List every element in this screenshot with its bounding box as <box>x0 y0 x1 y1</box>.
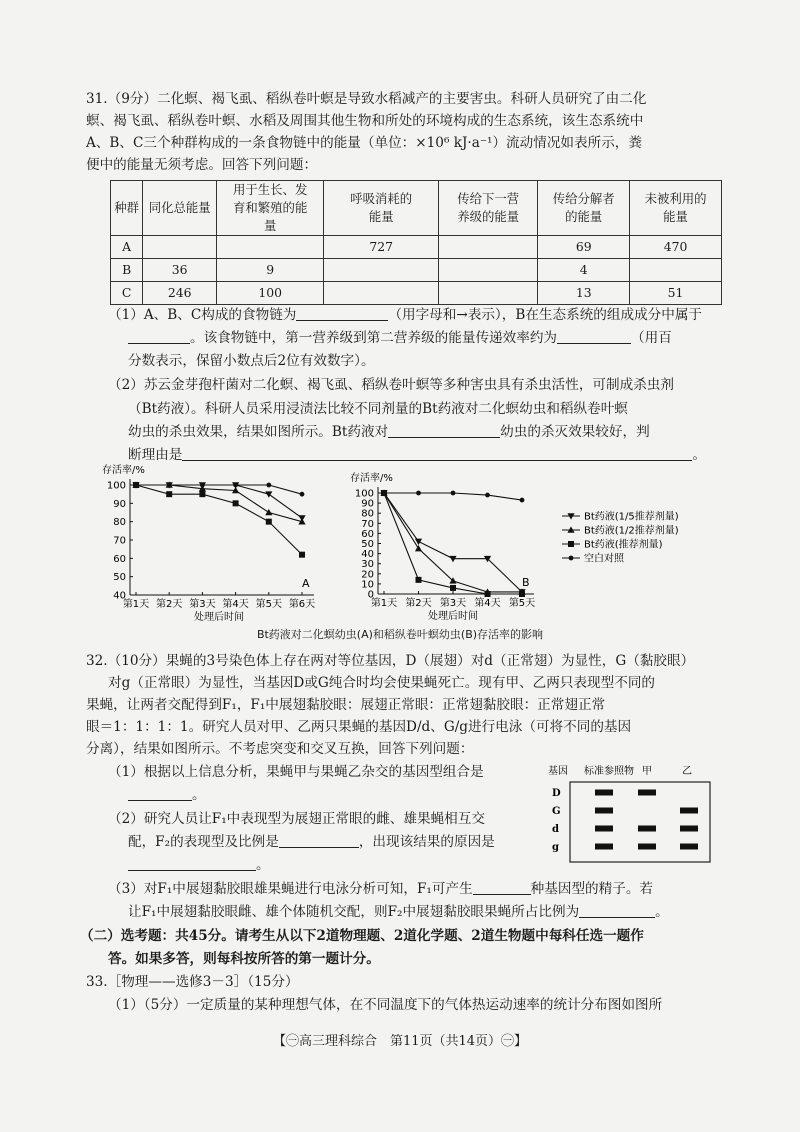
table-cell: 13 <box>538 282 630 305</box>
data-point <box>134 483 139 488</box>
table-cell <box>324 259 439 282</box>
gel-band <box>680 844 698 850</box>
q32-sub2-text-c: ，出现该结果的原因是 <box>358 834 495 850</box>
series-line <box>136 485 302 522</box>
table-cell <box>439 282 538 305</box>
answer-blank[interactable] <box>388 423 500 438</box>
data-point <box>265 491 272 497</box>
q32-line2: 对g（正常眼）为显性，当基因D或G纯合时均会使果蝇死亡。现有甲、乙两只表现型不同的 <box>108 675 656 691</box>
table-header-cell: 传给下一营养级的能量 <box>439 181 538 236</box>
table-header-cell: 用于生长、发育和繁殖的能量 <box>217 181 324 236</box>
table-cell <box>324 282 439 305</box>
answer-blank[interactable] <box>557 329 631 344</box>
q32-sub3-text-b: 种基因型的精子。若 <box>530 881 654 897</box>
legend-marker <box>568 541 574 547</box>
answer-blank[interactable] <box>279 833 359 848</box>
q31-sub1-line2 <box>128 327 722 350</box>
q31-sub1-line1 <box>108 304 722 327</box>
q31-sub2-line3 <box>128 421 722 444</box>
q32-sub1-text-b: 。 <box>192 787 206 803</box>
gel-header-reference: 标准参照物 <box>584 766 634 777</box>
answer-blank[interactable] <box>579 903 655 918</box>
gel-band <box>595 790 613 796</box>
q31-sub2-text-f: 。 <box>692 447 706 463</box>
y-tick-label: 60 <box>361 528 374 540</box>
section2-line2: 答。如果多答，则每科按所答的第一题计分。 <box>108 951 380 967</box>
gel-band <box>638 844 656 850</box>
q32-sub3-text-c: 让F₁中展翅黏胶眼雌、雄个体随机交配，则F₂中展翅黏胶眼果蝇所占比例为 <box>128 904 580 920</box>
table-row <box>111 259 722 282</box>
legend-label: 空白对照 <box>584 553 624 565</box>
y-axis-label: 存活率/% <box>350 473 393 484</box>
data-point <box>167 483 172 488</box>
gel-band <box>595 826 613 832</box>
table-header-cell: 传给分解者的能量 <box>538 181 630 236</box>
y-tick-label: 100 <box>106 480 126 492</box>
data-point <box>200 483 205 488</box>
table-cell: 36 <box>143 259 217 282</box>
survival-rate-figure <box>0 460 800 645</box>
data-point <box>266 519 272 525</box>
gel-band <box>595 844 613 850</box>
table-header-cell: 种群 <box>111 181 143 236</box>
series-line <box>136 485 302 555</box>
q31-sub1-text-b: （用字母和→表示），B在生态系统的组成成分中属于 <box>388 307 703 323</box>
x-tick-label: 第3天 <box>439 598 467 609</box>
x-tick-label: 第2天 <box>405 598 432 609</box>
series-line <box>384 493 522 592</box>
y-tick-label: 100 <box>354 488 374 500</box>
x-tick-label: 第4天 <box>474 598 501 609</box>
q32-sub3-text-a: （3）对F₁中展翅黏胶眼雄果蝇进行电泳分析可知，F₁可产生 <box>108 881 473 897</box>
q31-line2: 螟、褐飞虱、稻纵卷叶螟、水稻及周围其他生物和所处的环境构成的生态系统，该生态系统中 <box>86 113 644 129</box>
y-tick-label: 10 <box>361 579 374 591</box>
legend-marker <box>569 556 574 561</box>
table-cell <box>143 236 217 259</box>
q32-sub3-line1 <box>108 878 722 901</box>
y-tick-label: 80 <box>361 508 374 520</box>
q32-line5: 分离），结果如图所示。不考虑突变和交叉互换，回答下列问题： <box>86 741 474 757</box>
table-cell <box>439 259 538 282</box>
table-cell: 69 <box>538 236 630 259</box>
q31-sub1-text-a: （1）A、B、C构成的食物链为 <box>108 307 297 323</box>
answer-blank[interactable] <box>128 329 190 344</box>
answer-blank[interactable] <box>473 880 531 895</box>
table-cell: 727 <box>324 236 439 259</box>
data-point <box>199 491 205 497</box>
q32-line4: 眼＝1：1：1：1。研究人员对甲、乙两只果蝇的基因D/d、G/g进行电泳（可将不同的基因 <box>86 719 632 735</box>
gel-gene-label: G <box>552 806 561 817</box>
q31-line4: 便中的能量无须考虑。回答下列问题： <box>86 157 318 173</box>
q31-sub2-line1: （2）苏云金芽孢杆菌对二化螟、褐飞虱、稻纵卷叶螟等多种害虫具有杀虫活性，可制成杀虫剂 <box>108 377 674 393</box>
table-row <box>111 282 722 305</box>
legend-label: Bt药液(1/2推荐剂量) <box>584 525 679 537</box>
series-line <box>384 493 522 592</box>
y-tick-label: 60 <box>113 553 126 565</box>
gel-band <box>638 826 656 832</box>
y-axis-label: 存活率/% <box>102 465 145 476</box>
panel-label: A <box>302 577 310 590</box>
gel-header-gene: 基因 <box>548 766 568 777</box>
data-point <box>299 552 305 558</box>
q32-sub2-text-b: 配，F₂的表现型及比例是 <box>128 834 279 850</box>
q31-sub2-text-d: 幼虫的杀灭效果较好，判 <box>500 424 650 440</box>
q31-line1: 31.（9分）二化螟、褐飞虱、稻纵卷叶螟是导致水稻减产的主要害虫。科研人员研究了由二化 <box>86 91 647 107</box>
data-point <box>166 491 172 497</box>
table-header-cell: 同化总能量 <box>143 181 217 236</box>
q33-line1: 33.［物理——选修3－3］（15分） <box>86 974 299 990</box>
data-point <box>233 483 238 488</box>
chart-b <box>350 471 535 622</box>
y-tick-label: 90 <box>113 498 126 510</box>
panel-label: B <box>522 576 530 589</box>
q31-sub2-text-c: 幼虫的杀虫效果，结果如图所示。Bt药液对 <box>128 424 389 440</box>
q32-sub2-text-d: 。 <box>256 857 270 873</box>
x-tick-label: 第6天 <box>288 599 316 610</box>
q32-sub3-text-d: 。 <box>655 904 669 920</box>
data-point <box>485 591 491 597</box>
table-header-cell: 未被利用的能量 <box>630 181 722 236</box>
data-point <box>416 491 421 496</box>
q32-sub2-line3 <box>128 854 428 877</box>
x-tick-label: 第5天 <box>508 598 536 609</box>
y-tick-label: 20 <box>361 569 374 581</box>
q33-line2: （1）（5分）一定质量的某种理想气体，在不同温度下的气体热运动速率的统计分布图如图所 <box>108 997 663 1013</box>
legend-label: Bt药液(1/5推荐剂量) <box>584 511 679 523</box>
section2-line1: （二）选考题：共45分。请考生从以下2道物理题、2道化学题、2道生物题中每科任选一题作 <box>80 928 644 944</box>
gel-gene-label: D <box>552 788 561 799</box>
data-point <box>233 500 239 506</box>
q31-sub1-text-c: 。该食物链中，第一营养级到第二营养级的能量传递效率约为 <box>190 330 558 346</box>
x-tick-label: 第1天 <box>122 599 150 610</box>
y-tick-label: 80 <box>113 517 126 529</box>
q31-line3: A、B、C三个种群构成的一条食物链中的能量（单位：×10⁶ kJ·a⁻¹）流动情况如表所示，粪 <box>86 135 642 151</box>
table-cell: 4 <box>538 259 630 282</box>
y-tick-label: 0 <box>367 589 374 601</box>
table-cell: 51 <box>630 282 722 305</box>
gel-gene-label: d <box>552 824 559 835</box>
gel-header-jia: 甲 <box>642 766 652 777</box>
data-point <box>519 591 525 597</box>
answer-blank[interactable] <box>128 856 256 871</box>
data-point <box>265 509 272 515</box>
table-cell <box>217 236 324 259</box>
q32-sub2-line1: （2）研究人员让F₁中表现型为展翅正常眼的雌、雄果蝇相互交 <box>108 811 485 827</box>
q31-sub2-line2: （Bt药液）。科研人员采用浸渍法比较不同剂量的Bt药液对二化螟幼虫和稻纵卷叶螟 <box>128 401 628 417</box>
table-cell: 9 <box>217 259 324 282</box>
table-cell: C <box>111 282 143 305</box>
gel-gene-label: g <box>552 842 559 853</box>
y-tick-label: 50 <box>361 539 374 550</box>
chart-a <box>102 463 315 623</box>
data-point <box>300 492 305 497</box>
x-tick-label: 第4天 <box>222 599 249 610</box>
x-tick-label: 第1天 <box>370 598 398 609</box>
data-point <box>415 545 422 551</box>
data-point <box>416 577 422 583</box>
energy-flow-table <box>110 180 722 305</box>
table-cell: 246 <box>143 282 217 305</box>
q32-sub2-line2 <box>128 831 548 854</box>
answer-blank[interactable] <box>128 786 192 801</box>
table-header-row <box>111 181 722 236</box>
y-tick-label: 50 <box>113 572 126 584</box>
x-axis-label: 处理后时间 <box>194 612 244 623</box>
x-tick-label: 第5天 <box>255 599 282 610</box>
q32-sub1-line2 <box>128 784 428 807</box>
gel-band <box>638 790 656 796</box>
q32-sub1-line1: （1）根据以上信息分析，果蝇甲与果蝇乙杂交的基因型组合是 <box>108 764 484 780</box>
data-point <box>485 493 490 498</box>
q31-sub2-text-e: 断理由是 <box>128 447 183 463</box>
y-tick-label: 40 <box>113 590 126 602</box>
answer-blank[interactable] <box>182 446 692 461</box>
q31-sub1-text-d: （用百 <box>631 330 672 346</box>
table-cell <box>630 259 722 282</box>
data-point <box>382 491 387 496</box>
q32-line1: 32.（10分）果蝇的3号染色体上存在两对等位基因，D（展翅）对d（正常翅）为显性，G（黏胶眼） <box>86 653 695 669</box>
chart-legend <box>562 510 679 565</box>
legend-label: Bt药液(推荐剂量) <box>584 539 663 551</box>
gel-band <box>680 808 698 814</box>
table-cell <box>439 236 538 259</box>
q32-line3: 果蝇，让两者交配得到F₁，F₁中展翅黏胶眼：展翅正常眼：正常翅黏胶眼：正常翅正常 <box>86 697 606 713</box>
gel-header-yi: 乙 <box>682 766 692 777</box>
page-footer: 【㊀高三理科综合 第11页（共14页）㊀】 <box>272 1034 528 1049</box>
figure-caption: Bt药液对二化螟幼虫(A)和稻纵卷叶螟幼虫(B)存活率的影响 <box>256 628 544 641</box>
y-tick-label: 70 <box>113 535 126 547</box>
y-tick-label: 30 <box>361 559 374 571</box>
gel-band <box>595 808 613 814</box>
x-tick-label: 第3天 <box>189 599 216 610</box>
table-cell: 470 <box>630 236 722 259</box>
data-point <box>450 585 456 591</box>
data-point <box>266 483 271 488</box>
y-tick-label: 70 <box>361 518 374 530</box>
x-tick-label: 第2天 <box>156 599 183 610</box>
q31-sub1-text-e: 分数表示，保留小数点后2位有效数字）。 <box>128 353 375 369</box>
table-row <box>111 236 722 259</box>
table-cell: 100 <box>217 282 324 305</box>
table-cell: A <box>111 236 143 259</box>
x-axis-label: 处理后时间 <box>428 611 478 622</box>
table-cell: B <box>111 259 143 282</box>
y-tick-label: 40 <box>361 549 374 561</box>
data-point <box>451 491 456 496</box>
electrophoresis-diagram <box>530 760 730 864</box>
data-point <box>520 498 525 503</box>
table-header-cell: 呼吸消耗的能量 <box>324 181 439 236</box>
y-tick-label: 90 <box>361 498 374 510</box>
q32-sub3-line2 <box>128 901 722 924</box>
answer-blank[interactable] <box>296 306 388 321</box>
gel-band <box>680 826 698 832</box>
